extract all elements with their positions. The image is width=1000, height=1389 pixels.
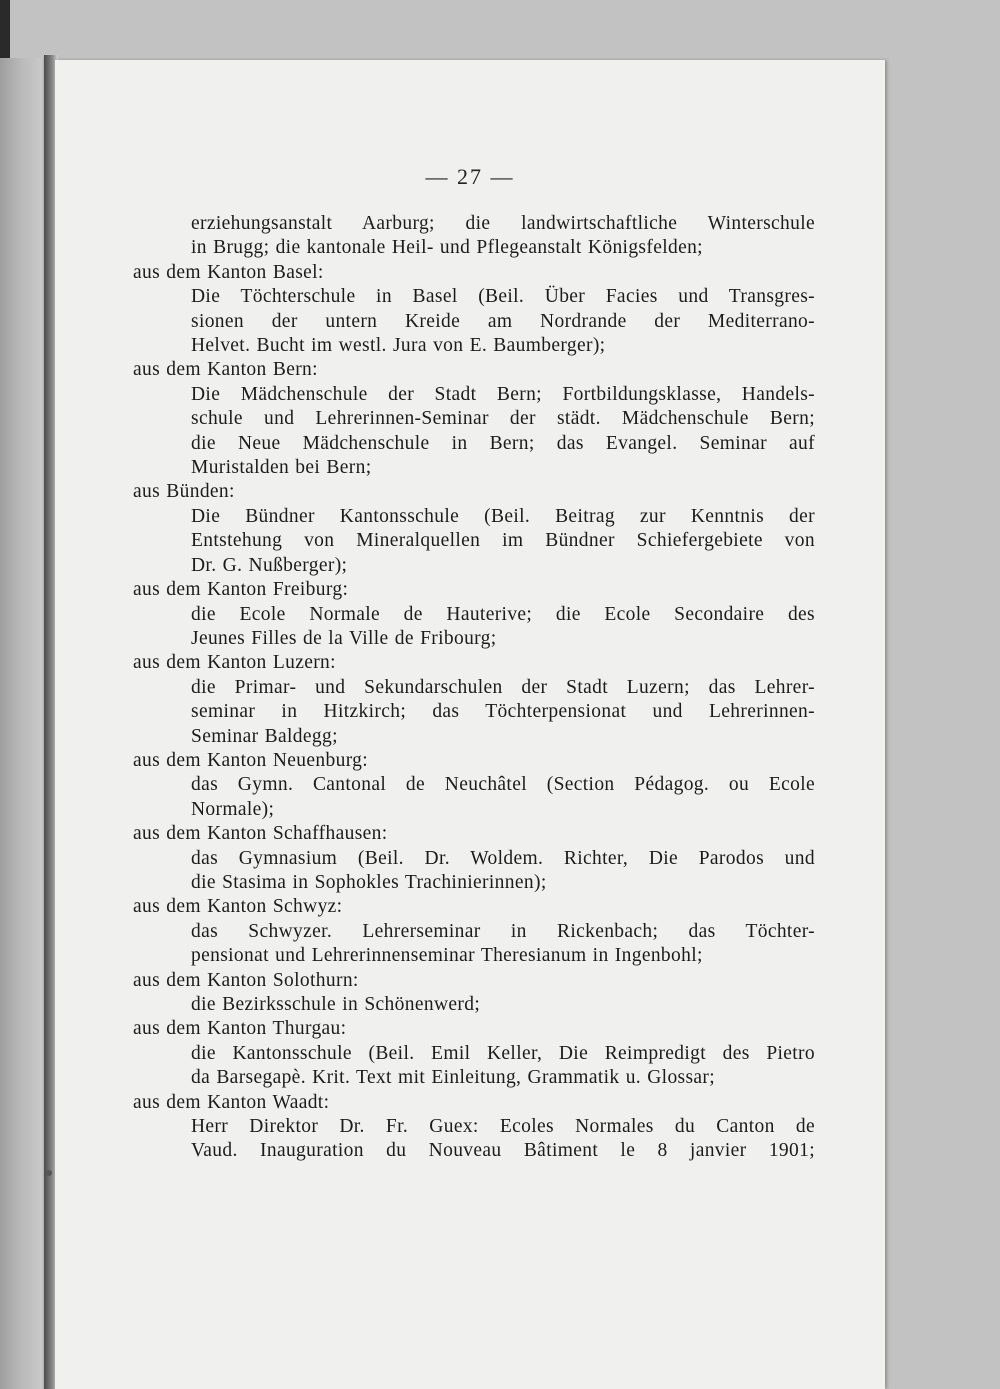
text-line: pensionat und Lehrerinnenseminar Theresianum in Ingenbohl; xyxy=(191,945,703,967)
text-line: seminar in Hitzkirch; das Töchterpensionat und Lehrerinnen- xyxy=(191,701,815,723)
page-number: — 27 — xyxy=(425,164,515,189)
list-entry-freiburg xyxy=(133,603,815,652)
text-line: die Ecole Normale de Hauterive; die Ecole Secondaire des xyxy=(191,603,815,625)
list-entry-luzern xyxy=(133,676,815,749)
list-entry-schwyz xyxy=(133,920,815,969)
text-line: Die Mädchenschule der Stadt Bern; Fortbildungsklasse, Handels- xyxy=(191,383,815,405)
text-line: Seminar Baldegg; xyxy=(191,725,338,747)
text-line: da Barsegapè. Krit. Text mit Einleitung, Grammatik u. Glossar; xyxy=(191,1067,716,1089)
page-body xyxy=(133,212,815,1164)
text-line: die Bezirksschule in Schönenwerd; xyxy=(191,994,481,1015)
text-line: in Brugg; die kantonale Heil- und Pflegeanstalt Königsfelden; xyxy=(191,237,703,259)
text-line: das Gymn. Cantonal de Neuchâtel (Section Pédagog. ou Ecole xyxy=(191,774,815,796)
canton-heading-thurgau: aus dem Kanton Thurgau: xyxy=(133,1018,347,1040)
text-line: erziehungsanstalt Aarburg; die landwirtschaftliche Winterschule xyxy=(191,213,815,234)
canton-heading-waadt: aus dem Kanton Waadt: xyxy=(133,1091,330,1113)
list-entry-continuation xyxy=(133,212,815,261)
text-line: schule und Lehrerinnen-Seminar der städt. Mädchenschule Bern; xyxy=(191,408,815,430)
text-line: die Kantonsschule (Beil. Emil Keller, Die Reimpredigt des Pietro xyxy=(191,1042,815,1064)
list-entry-basel xyxy=(133,285,815,358)
text-line: Herr Direktor Dr. Fr. Guex: Ecoles Normales du Canton de xyxy=(191,1116,815,1138)
text-line: Entstehung von Mineralquellen im Bündner Schiefergebiete von xyxy=(191,530,815,552)
text-line: Jeunes Filles de la Ville de Fribourg; xyxy=(191,627,497,649)
text-line: Dr. G. Nußberger); xyxy=(191,554,348,576)
scan-speck xyxy=(46,1170,52,1176)
text-line: Vaud. Inauguration du Nouveau Bâtiment le 8 janvier 1901; xyxy=(191,1140,815,1162)
text-line: die Primar- und Sekundarschulen der Stadt Luzern; das Lehrer- xyxy=(191,676,815,698)
list-entry-buenden xyxy=(133,505,815,578)
list-entry-neuenburg xyxy=(133,773,815,822)
canton-heading-luzern: aus dem Kanton Luzern: xyxy=(133,652,336,674)
list-entry-thurgau xyxy=(133,1042,815,1091)
book-page xyxy=(55,60,885,1389)
text-line: Die Bündner Kantonsschule (Beil. Beitrag zur Kenntnis der xyxy=(191,505,815,527)
text-line: das Schwyzer. Lehrerseminar in Rickenbach; das Töchter- xyxy=(191,920,815,942)
canton-heading-freiburg: aus dem Kanton Freiburg: xyxy=(133,579,349,601)
canton-heading-neuenburg: aus dem Kanton Neuenburg: xyxy=(133,749,369,771)
text-line: Normale); xyxy=(191,798,275,820)
list-entry-solothurn xyxy=(133,993,815,1017)
text-line: Die Töchterschule in Basel (Beil. Über Facies und Transgres- xyxy=(191,286,815,308)
list-entry-schaffhausen xyxy=(133,847,815,896)
list-entry-bern xyxy=(133,383,815,481)
canton-heading-solothurn: aus dem Kanton Solothurn: xyxy=(133,969,359,991)
text-line: sionen der untern Kreide am Nordrande der Mediterrano- xyxy=(191,310,815,332)
text-line: Muristalden bei Bern; xyxy=(191,457,372,479)
canton-heading-basel: aus dem Kanton Basel: xyxy=(133,261,324,283)
text-line: die Neue Mädchenschule in Bern; das Evangel. Seminar auf xyxy=(191,432,815,454)
list-entry-waadt xyxy=(133,1115,815,1164)
text-line: das Gymnasium (Beil. Dr. Woldem. Richter, Die Parodos und xyxy=(191,847,815,869)
text-line: die Stasima in Sophokles Trachinierinnen); xyxy=(191,871,547,893)
canton-heading-buenden: aus Bünden: xyxy=(133,481,235,503)
canton-heading-schwyz: aus dem Kanton Schwyz: xyxy=(133,896,343,918)
canton-heading-bern: aus dem Kanton Bern: xyxy=(133,359,318,381)
canton-heading-schaffhausen: aus dem Kanton Schaffhausen: xyxy=(133,823,388,845)
text-line: Helvet. Bucht im westl. Jura von E. Baumberger); xyxy=(191,335,606,357)
